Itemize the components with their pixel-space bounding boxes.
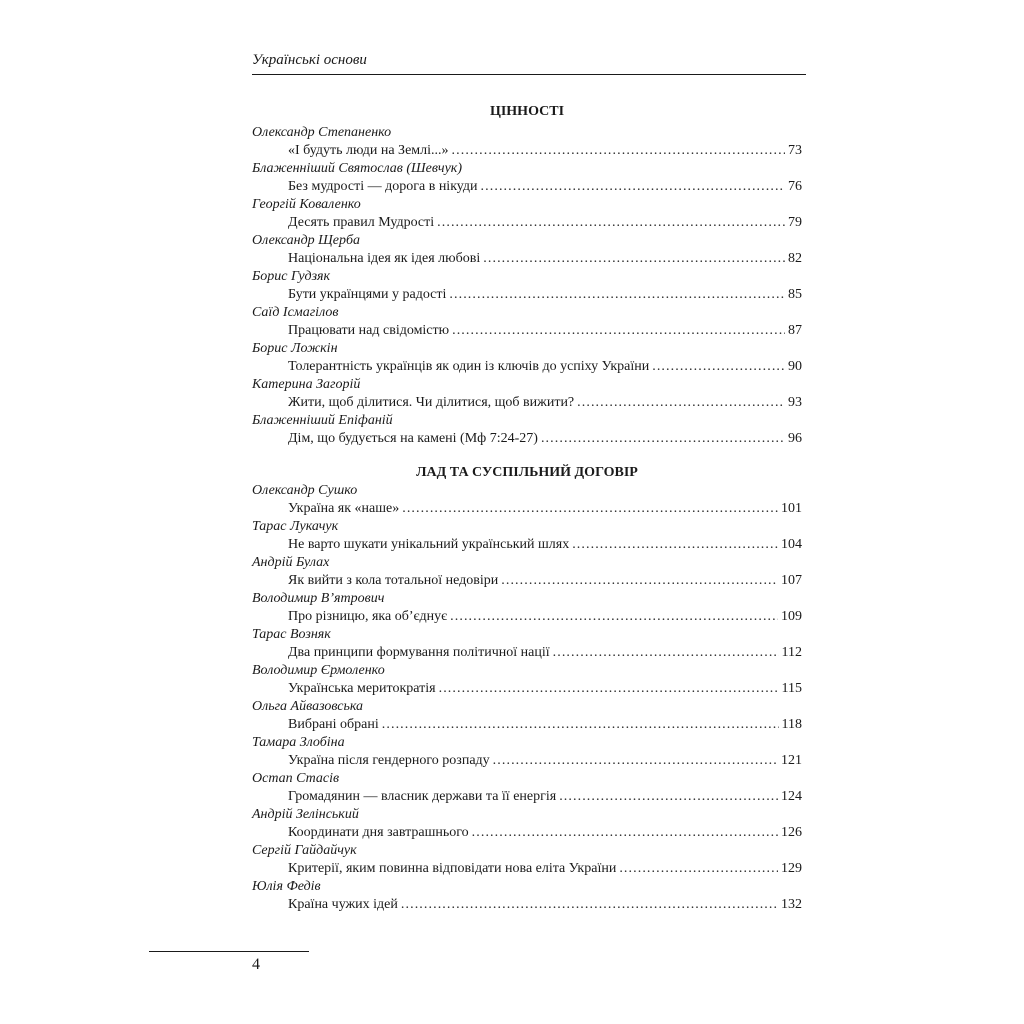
toc-entry [252, 572, 802, 590]
toc-entry [252, 286, 802, 304]
entry-title: Національна ідея як ідея любові [288, 251, 481, 266]
dot-leader [382, 716, 779, 734]
toc-entry [252, 608, 802, 626]
dot-leader [481, 178, 785, 196]
dot-leader [619, 860, 778, 878]
toc-entry [252, 752, 802, 770]
entry-author: Тамара Злобіна [252, 735, 345, 750]
entry-title: Вибрані обрані [288, 717, 379, 732]
entry-page-number: 115 [781, 681, 802, 696]
entry-page-number: 107 [781, 573, 802, 588]
dot-leader [450, 608, 778, 626]
entry-author: Саїд Ісмагілов [252, 305, 339, 320]
entry-author: Володимир Єрмоленко [252, 663, 385, 678]
dot-leader [577, 394, 785, 412]
entry-page-number: 112 [781, 645, 802, 660]
entry-title: «І будуть люди на Землі...» [288, 143, 449, 158]
section-title: ЛАД ТА СУСПІЛЬНИЙ ДОГОВІР [416, 465, 638, 480]
entry-title: Без мудрості — дорога в нікуди [288, 179, 478, 194]
entry-page-number: 73 [788, 143, 802, 158]
dot-leader [402, 500, 778, 518]
entry-author: Олександр Щерба [252, 233, 361, 248]
entry-title: Україна як «наше» [288, 501, 400, 516]
entry-author: Володимир В’ятрович [252, 591, 385, 606]
toc-entry [252, 142, 802, 160]
toc-entry [252, 394, 802, 412]
toc-section [252, 103, 802, 448]
toc-entry [252, 430, 802, 448]
toc-entry [252, 680, 802, 698]
toc-entry [252, 896, 802, 914]
entry-page-number: 129 [781, 861, 802, 876]
entry-page-number: 82 [788, 251, 802, 266]
section-title: ЦІННОСТІ [489, 104, 565, 119]
entry-page-number: 121 [781, 753, 802, 768]
entry-page-number: 109 [781, 609, 802, 624]
dot-leader [401, 896, 778, 914]
dot-leader [439, 680, 779, 698]
dot-leader [452, 322, 785, 340]
entry-page-number: 90 [788, 359, 802, 374]
toc-entry [252, 500, 802, 518]
dot-leader [652, 358, 785, 376]
entry-title: Про різницю, яка об’єднує [288, 609, 448, 624]
entry-author: Олександр Сушко [252, 483, 358, 498]
entry-title: Країна чужих ідей [288, 897, 398, 912]
section-entries [252, 482, 802, 914]
entry-author: Юлія Федів [252, 879, 321, 894]
dot-leader [483, 250, 785, 268]
entry-title: Не варто шукати унікальний український шлях [288, 537, 570, 552]
entry-title: Українська меритократія [288, 681, 436, 696]
entry-page-number: 104 [781, 537, 802, 552]
entry-author: Андрій Булах [252, 555, 330, 570]
entry-author: Блаженніший Епіфаній [252, 413, 393, 428]
entry-author: Олександр Степаненко [252, 125, 392, 140]
toc-entry [252, 716, 802, 734]
toc-section [252, 464, 802, 914]
dot-leader [572, 536, 778, 554]
entry-title: Як вийти з кола тотальної недовіри [288, 573, 499, 588]
entry-page-number: 93 [788, 395, 802, 410]
table-of-contents [252, 103, 802, 914]
dot-leader [541, 430, 785, 448]
dot-leader [452, 142, 785, 160]
entry-title: Десять правил Мудрості [288, 215, 435, 230]
entry-author: Борис Гудзяк [252, 269, 331, 284]
toc-entry [252, 322, 802, 340]
entry-author: Георгій Коваленко [252, 197, 361, 212]
running-header [252, 52, 806, 75]
entry-title: Жити, щоб ділитися. Чи ділитися, щоб вижити? [288, 395, 575, 410]
entry-author: Тарас Лукачук [252, 519, 339, 534]
dot-leader [501, 572, 778, 590]
page-number: 4 [252, 956, 260, 973]
entry-author: Катерина Загорій [252, 377, 361, 392]
toc-entry [252, 860, 802, 878]
entry-title: Україна після гендерного розпаду [288, 753, 490, 768]
entry-author: Тарас Возняк [252, 627, 331, 642]
dot-leader [493, 752, 778, 770]
dot-leader [472, 824, 778, 842]
toc-entry [252, 644, 802, 662]
entry-page-number: 124 [781, 789, 802, 804]
entry-author: Андрій Зелінський [252, 807, 359, 822]
entry-page-number: 79 [788, 215, 802, 230]
entry-author: Сергій Гайдайчук [252, 843, 357, 858]
entry-title: Толерантність українців як один із ключів до успіху України [288, 359, 650, 374]
entry-page-number: 126 [781, 825, 802, 840]
toc-entry [252, 536, 802, 554]
section-entries [252, 124, 802, 448]
entry-author: Блаженніший Святослав (Шевчук) [252, 161, 463, 176]
toc-entry [252, 178, 802, 196]
entry-page-number: 76 [788, 179, 802, 194]
entry-title: Громадянин — власник держави та її енергія [288, 789, 557, 804]
footer-rule [149, 951, 309, 952]
toc-entry [252, 214, 802, 232]
running-header-title: Українські основи [252, 52, 367, 68]
toc-entry [252, 788, 802, 806]
dot-leader [559, 788, 778, 806]
toc-entry [252, 250, 802, 268]
entry-page-number: 101 [781, 501, 802, 516]
entry-author: Остап Стасів [252, 771, 340, 786]
entry-page-number: 87 [788, 323, 802, 338]
entry-author: Борис Ложкін [252, 341, 338, 356]
entry-page-number: 118 [781, 717, 802, 732]
entry-title: Два принципи формування політичної нації [288, 645, 550, 660]
entry-page-number: 132 [781, 897, 802, 912]
entry-title: Координати дня завтрашнього [288, 825, 469, 840]
entry-page-number: 96 [788, 431, 802, 446]
entry-title: Працювати над свідомістю [288, 323, 450, 338]
entry-title: Бути українцями у радості [288, 287, 447, 302]
toc-entry [252, 358, 802, 376]
toc-entry [252, 824, 802, 842]
dot-leader [437, 214, 785, 232]
entry-author: Ольга Айвазовська [252, 699, 364, 714]
dot-leader [553, 644, 779, 662]
dot-leader [449, 286, 785, 304]
entry-title: Критерії, яким повинна відповідати нова еліта України [288, 861, 617, 876]
entry-title: Дім, що будується на камені (Мф 7:24-27) [288, 431, 538, 446]
entry-page-number: 85 [788, 287, 802, 302]
